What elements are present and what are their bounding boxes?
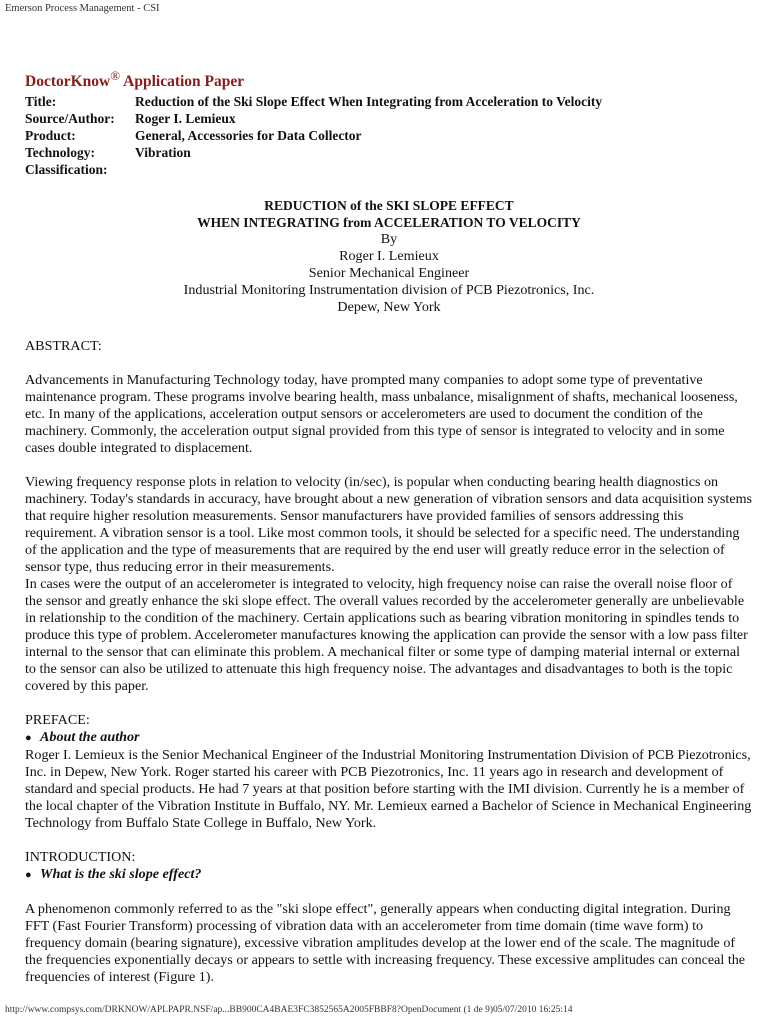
- preface-bullet-text: About the author: [40, 729, 140, 746]
- bullet-dot-icon: ●: [25, 732, 32, 745]
- meta-value: Roger I. Lemieux: [135, 111, 236, 127]
- meta-label: Technology:: [25, 145, 96, 161]
- abstract-heading: ABSTRACT:: [25, 338, 102, 355]
- introduction-bullet: [25, 866, 753, 884]
- doc-heading-brand: DoctorKnow: [25, 73, 111, 91]
- introduction-heading: INTRODUCTION:: [25, 849, 136, 866]
- meta-row-technology: [25, 144, 602, 161]
- preface-heading: PREFACE:: [25, 712, 90, 729]
- metadata-table: [25, 93, 602, 178]
- meta-label: Classification:: [25, 162, 108, 178]
- doc-heading: [25, 67, 753, 91]
- byline-location: Depew, New York: [337, 299, 441, 316]
- byline-organization: Industrial Monitoring Instrumentation division of PCB Piezotronics, Inc.: [183, 282, 595, 299]
- meta-label: Title:: [25, 94, 57, 110]
- meta-row-title: [25, 93, 602, 110]
- preface-bullet: [25, 729, 753, 747]
- bullet-dot-icon: ●: [25, 869, 32, 882]
- byline-by: By: [380, 231, 398, 248]
- meta-label: Product:: [25, 128, 76, 144]
- page-footer-url: http://www.compsys.com/DRKNOW/APLPAPR.NSF/ap...BB900CA4BAE3FC3852565A2005FBBF8?OpenDocument (1 de 9)05/07/2010 16:25:14: [5, 1005, 573, 1015]
- meta-value: General, Accessories for Data Collector: [135, 128, 362, 144]
- running-header: Emerson Process Management - CSI: [5, 3, 160, 14]
- meta-value: Reduction of the Ski Slope Effect When Integrating from Acceleration to Velocity: [135, 94, 603, 110]
- meta-value: Vibration: [135, 145, 191, 161]
- meta-value: [135, 161, 602, 178]
- meta-row-classification: [25, 161, 602, 178]
- doc-heading-rest: Application Paper: [120, 73, 245, 91]
- byline-author: Roger I. Lemieux: [339, 248, 439, 265]
- introduction-paragraph-1: A phenomenon commonly referred to as the "ski slope effect", generally appears when conducting digital integration. During FFT (Fast Fourier Transform) processing of vibration data with an accelerometer from time domain (time wave form) to frequency domain (bearing signature), excessive vibration amplitudes develop at the lower end of the scale. The magnitude of the frequencies exponentially decays or appears to settle with increasing frequency. These excessive amplitudes can conceal the frequencies of interest (Figure 1).: [25, 901, 746, 986]
- document-body: [25, 67, 753, 986]
- introduction-bullet-text: What is the ski slope effect?: [40, 866, 202, 883]
- paper-title-block: [25, 197, 753, 316]
- preface-paragraph-1: Roger I. Lemieux is the Senior Mechanical Engineer of the Industrial Monitoring Instrumentation Division of PCB Piezotronics, Inc. in Depew, New York. Roger started his career with PCB Piezotronics, Inc. 11 years ago in research and development of standard and special products. He had 7 years at that position before starting with the IMI division. Currently he is a member of the local chapter of the Vibration Institute in Buffalo, NY. Mr. Lemieux earned a Bachelor of Science in Mechanical Engineering Technology from Buffalo State College in Buffalo, New York.: [25, 747, 752, 832]
- abstract-paragraph-1: Advancements in Manufacturing Technology today, have prompted many companies to adopt some type of preventative maintenance program. These programs involve bearing health, mass unbalance, misalignment of shafts, mechanical looseness, etc. In many of the applications, acceleration output sensors or accelerometers are used to document the condition of the machinery. Commonly, the acceleration output signal provided from this type of sensor is integrated to velocity and in some cases double integrated to displacement.: [25, 372, 738, 457]
- abstract-paragraph-3: In cases were the output of an accelerometer is integrated to velocity, high frequency noise can raise the overall noise floor of the sensor and greatly enhance the ski slope effect. The overall values recorded by the accelerometer generally are unbelievable in relationship to the condition of the machinery. Certain applications such as bearing vibration monitoring in spindles tends to produce this type of problem. Accelerometer manufactures knowing the application can provide the sensor with a low pass filter internal to the sensor that can eliminate this problem. A mechanical filter or some type of damping material internal or external to the sensor can also be utilized to attenuate this high frequency noise. The advantages and disadvantages to both is the topic covered by this paper.: [25, 576, 748, 695]
- meta-row-author: [25, 110, 602, 127]
- paper-title-line-2: WHEN INTEGRATING from ACCELERATION TO VELOCITY: [197, 215, 581, 231]
- meta-row-product: [25, 127, 602, 144]
- paper-title-line-1: REDUCTION of the SKI SLOPE EFFECT: [264, 198, 514, 214]
- registered-mark: ®: [110, 68, 121, 83]
- byline-role: Senior Mechanical Engineer: [308, 265, 470, 282]
- meta-label: Source/Author:: [25, 111, 115, 127]
- abstract-paragraph-2: Viewing frequency response plots in relation to velocity (in/sec), is popular when conducting bearing health diagnostics on machinery. Today's standards in accuracy, have brought about a new generation of vibration sensors and data acquisition systems that require higher resolution measurements. Sensor manufacturers have provided families of sensors addressing this requirement. A vibration sensor is a tool. Like most common tools, it should be selected for a specific need. The understanding of the application and the type of measurements that are required by the end user will greatly reduce error in the selection of sensor type, thus reducing error in their measurements.: [25, 474, 753, 576]
